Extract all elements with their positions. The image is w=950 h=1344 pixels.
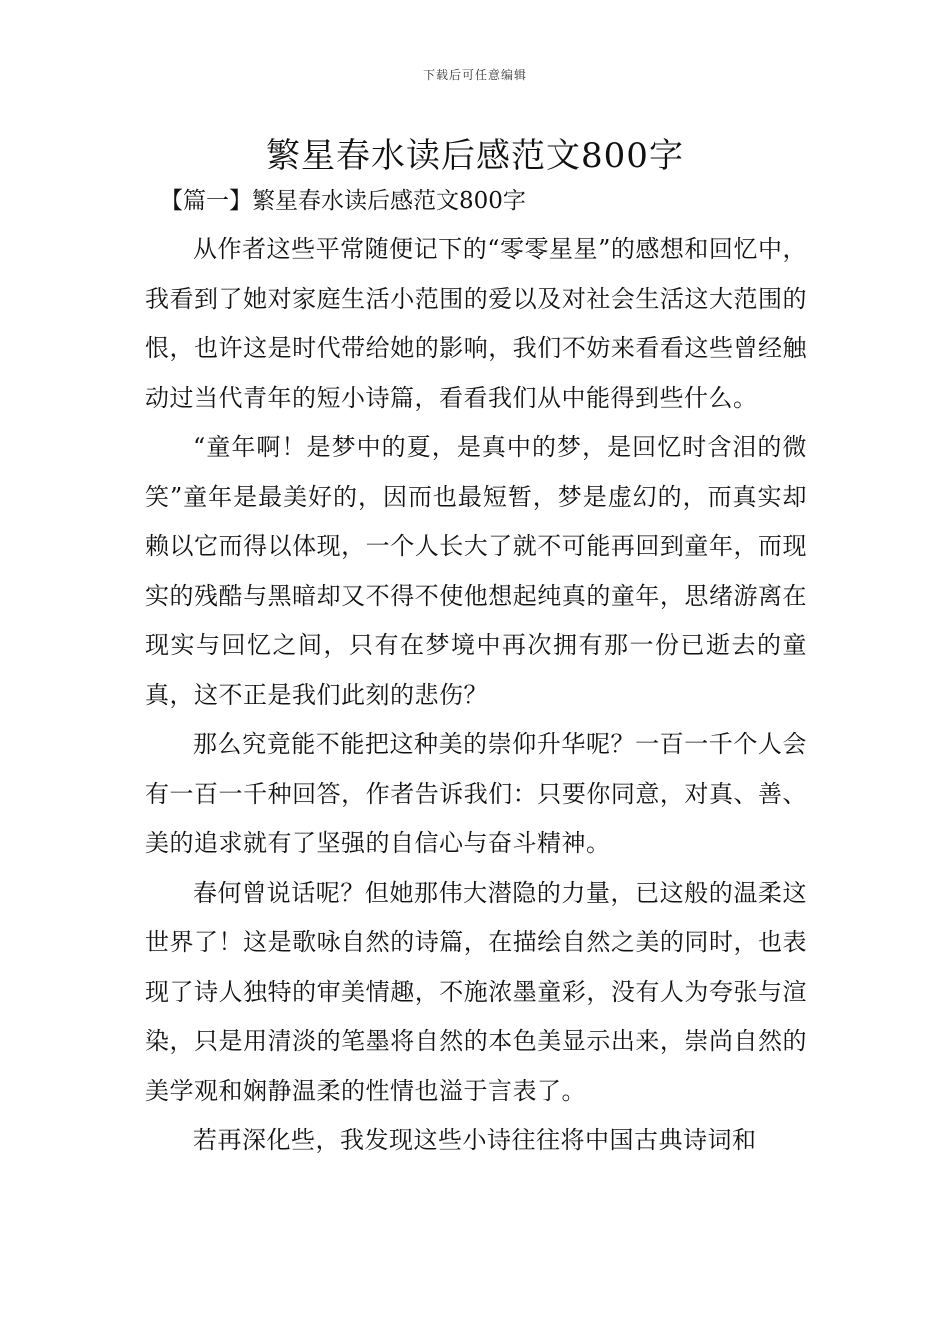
paragraph-3: 那么究竟能不能把这种美的崇仰升华呢？一百一千个人会有一百一千种回答，作者告诉我们：只要你同意，对真、善、美的追求就有了坚强的自信心与奋斗精神。 bbox=[145, 730, 807, 857]
paragraph-2: “童年啊！是梦中的夏，是真中的梦，是回忆时含泪的微笑”童年是最美好的，因而也最短暂，梦是虚幻的，而真实却赖以它而得以体现，一个人长大了就不可能再回到童年，而现实的残酷与黑暗却又不得不使他想起纯真的童年，思绪游离在现实与回忆之间，只有在梦境中再次拥有那一份已逝去的童真，这不正是我们此刻的悲伤？ bbox=[145, 433, 807, 709]
document-title: 繁星春水读后感范文800字 bbox=[266, 136, 684, 176]
header-note: 下载后可任意编辑 bbox=[422, 68, 527, 82]
paragraph-5: 若再深化些，我发现这些小诗往往将中国古典诗词和 bbox=[193, 1126, 757, 1154]
section-heading: 【篇一】繁星春水读后感范文800字 bbox=[160, 188, 526, 214]
paragraph-1: 从作者这些平常随便记下的“零零星星”的感想和回忆中，我看到了她对家庭生活小范围的爱以及对社会生活这大范围的恨，也许这是时代带给她的影响，我们不妨来看看这些曾经触动过当代青年的短小诗篇，看看我们从中能得到些什么。 bbox=[145, 235, 807, 412]
document-body bbox=[145, 225, 807, 1166]
paragraph-4: 春何曾说话呢？但她那伟大潜隐的力量，已这般的温柔这世界了！这是歌咏自然的诗篇，在描绘自然之美的同时，也表现了诗人独特的审美情趣，不施浓墨童彩，没有人为夸张与渲染，只是用清淡的笔墨将自然的本色美显示出来，崇尚自然的美学观和娴静温柔的性情也溢于言表了。 bbox=[145, 878, 807, 1105]
